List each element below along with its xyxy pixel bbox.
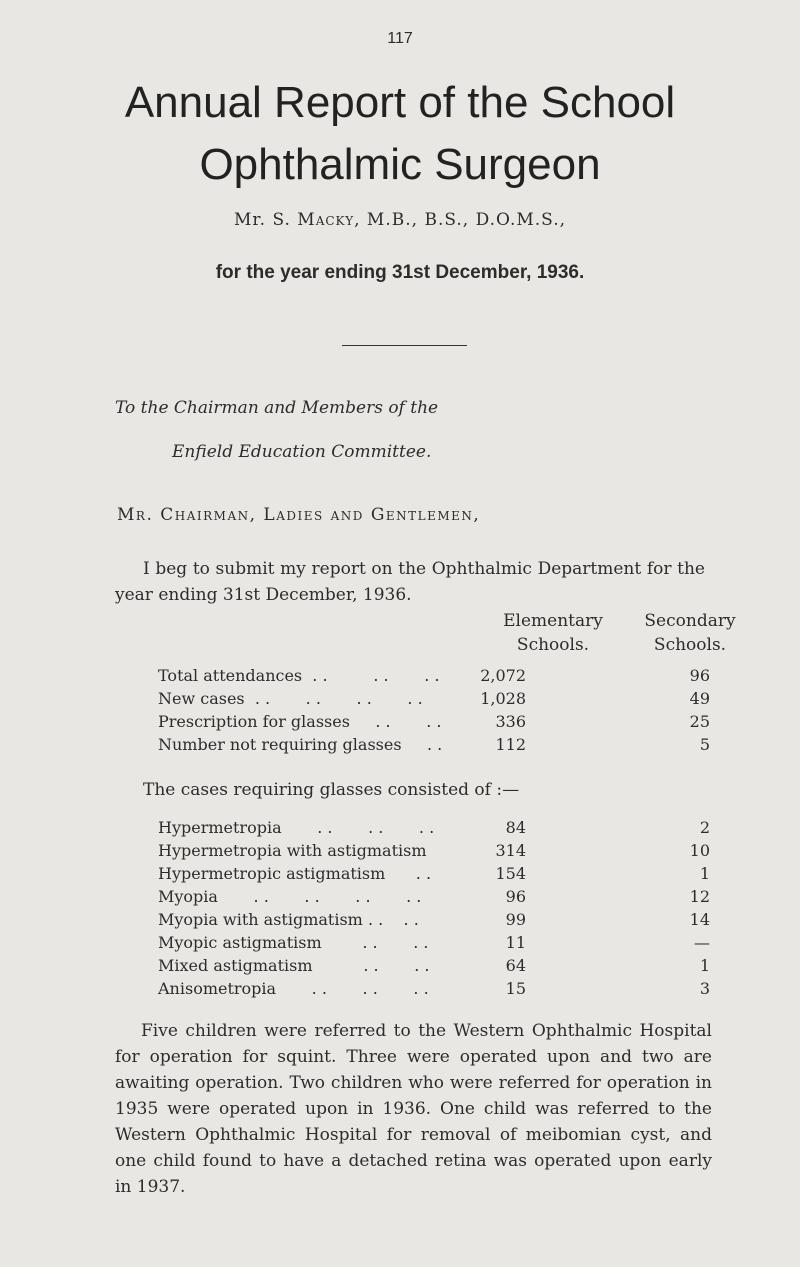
row-label: Myopia with astigmatism . . . . bbox=[158, 910, 419, 929]
row-secondary-value: 12 bbox=[689, 887, 710, 906]
report-year-line: for the year ending 31st December, 1936. bbox=[215, 262, 585, 283]
salutation: Mr. Chairman, Ladies and Gentlemen, bbox=[117, 505, 481, 525]
row-label: Mixed astigmatism . . . . bbox=[158, 956, 430, 975]
row-elementary-value: 112 bbox=[495, 735, 526, 754]
row-secondary-value: 1 bbox=[699, 956, 710, 975]
row-elementary-value: 314 bbox=[495, 841, 526, 860]
table-row bbox=[0, 956, 800, 978]
row-label: Anisometropia . . . . . . bbox=[158, 979, 429, 998]
row-elementary-value: 64 bbox=[505, 956, 526, 975]
table-row bbox=[0, 735, 800, 757]
row-label: Hypermetropia with astigmatism bbox=[158, 841, 427, 860]
row-label: Number not requiring glasses . . bbox=[158, 735, 443, 754]
col-heading-secondary: Secondary Schools. bbox=[644, 611, 736, 655]
row-label: Hypermetropia . . . . . . bbox=[158, 818, 435, 837]
row-secondary-value: 96 bbox=[689, 666, 710, 685]
table-row bbox=[0, 666, 800, 688]
row-elementary-value: 2,072 bbox=[480, 666, 526, 685]
table-row bbox=[0, 689, 800, 711]
table-row bbox=[0, 887, 800, 909]
row-elementary-value: 15 bbox=[505, 979, 526, 998]
row-elementary-value: 96 bbox=[505, 887, 526, 906]
table-row bbox=[0, 933, 800, 955]
address-line-2: Enfield Education Committee. bbox=[172, 442, 432, 462]
row-label: Myopic astigmatism . . . . bbox=[158, 933, 429, 952]
row-label: Myopia . . . . . . . . bbox=[158, 887, 422, 906]
row-secondary-value: 25 bbox=[689, 712, 710, 731]
author-prefix: Mr. bbox=[233, 210, 267, 230]
closing-paragraph: Five children were referred to the Western Ophthalmic Hospital for operation for squint. Three were operated upon and two are awaiting operation. Two children who were referred for operation in 1935 were operated upon in 1936. One child was referred to the Western Ophthalmic Hospital for removal of meibomian cyst, and one child found to have a detached retina was operated upon early in 1937. bbox=[115, 1021, 712, 1197]
table-row bbox=[0, 818, 800, 840]
row-secondary-value: 5 bbox=[699, 735, 710, 754]
table-row bbox=[0, 864, 800, 886]
title-line-2: Ophthalmic Surgeon bbox=[199, 140, 601, 189]
title-line-1: Annual Report of the School bbox=[124, 78, 676, 127]
author-name: S. Macky bbox=[272, 210, 355, 230]
divider-rule bbox=[342, 345, 467, 346]
row-elementary-value: 1,028 bbox=[480, 689, 526, 708]
author-degrees: , M.B., B.S., D.O.M.S., bbox=[354, 210, 567, 230]
row-elementary-value: 336 bbox=[495, 712, 526, 731]
row-secondary-value: — bbox=[694, 933, 710, 952]
row-secondary-value: 14 bbox=[689, 910, 710, 929]
row-elementary-value: 11 bbox=[505, 933, 526, 952]
row-secondary-value: 49 bbox=[689, 689, 710, 708]
row-secondary-value: 3 bbox=[699, 979, 710, 998]
page-number: 117 bbox=[387, 30, 413, 47]
row-label: Hypermetropic astigmatism . . bbox=[158, 864, 432, 883]
address-line-1: To the Chairman and Members of the bbox=[115, 398, 439, 418]
row-elementary-value: 84 bbox=[505, 818, 526, 837]
col-heading-elementary: Elementary Schools. bbox=[503, 611, 603, 655]
row-secondary-value: 1 bbox=[699, 864, 710, 883]
row-label: New cases . . . . . . . . bbox=[158, 689, 423, 708]
page-title bbox=[0, 72, 800, 196]
table-row bbox=[0, 910, 800, 932]
table-row bbox=[0, 712, 800, 734]
row-elementary-value: 99 bbox=[505, 910, 526, 929]
row-elementary-value: 154 bbox=[495, 864, 526, 883]
row-label: Total attendances . . . . . . bbox=[158, 666, 440, 685]
row-secondary-value: 10 bbox=[689, 841, 710, 860]
row-secondary-value: 2 bbox=[699, 818, 710, 837]
table-row bbox=[0, 841, 800, 863]
row-label: Prescription for glasses . . . . bbox=[158, 712, 442, 731]
intro-paragraph: I beg to submit my report on the Ophthalmic Department for the year ending 31st December, 1936. bbox=[115, 559, 705, 605]
table-row bbox=[0, 979, 800, 1001]
cases-subheading: The cases requiring glasses consisted of :— bbox=[143, 780, 520, 800]
author-line bbox=[0, 210, 800, 230]
